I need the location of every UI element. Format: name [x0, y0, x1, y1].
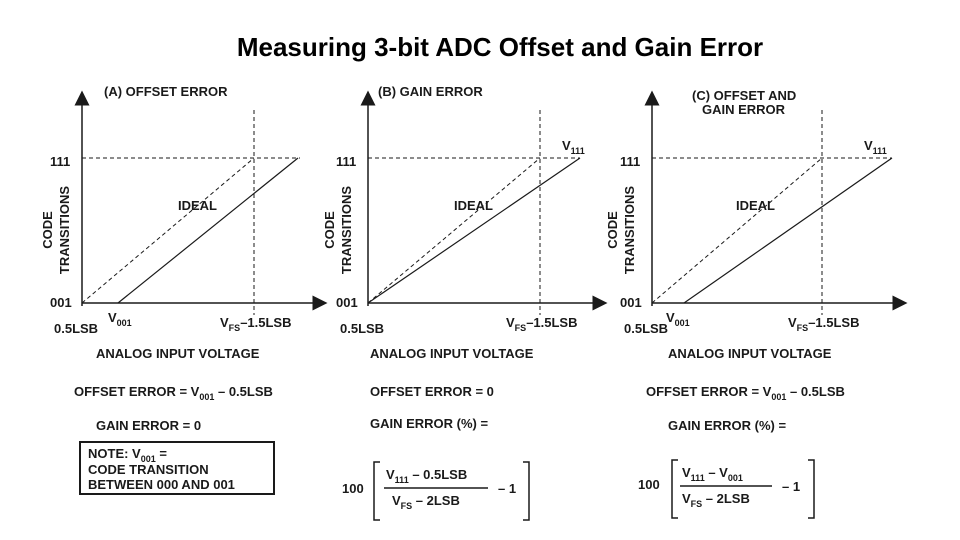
- panel-c-actual-line: [684, 158, 892, 303]
- panel-c-vfs: $V_{FS}-1.5LSB$: [788, 315, 860, 333]
- panel-b-ideal-line: [368, 158, 540, 303]
- panel-b-bracket-right: [523, 462, 529, 520]
- panel-a-note-line1: NOTE: $V_{001}$ =: [88, 446, 167, 464]
- panel-c-heading-1: (C) OFFSET AND: [692, 88, 797, 103]
- panel-b-y-001: 001: [336, 295, 358, 310]
- panel-b-numerator: $V_{111} - 0.5LSB$: [386, 467, 468, 485]
- panel-b-formula2: GAIN ERROR (%) =: [370, 416, 489, 431]
- panel-a-y-111: 111: [50, 154, 71, 169]
- panel-c-numerator: $V_{111} - V_{001}$: [682, 465, 743, 483]
- panel-c-formula1: OFFSET ERROR = $V_{001} - 0.5LSB$: [646, 384, 845, 402]
- panel-b-actual-line: [368, 158, 580, 303]
- panel-c-minus-one: – 1: [782, 479, 801, 494]
- panel-a-formula2: GAIN ERROR = 0: [96, 418, 202, 433]
- slide-title: Measuring 3-bit ADC Offset and Gain Error: [236, 32, 764, 62]
- panel-c-ylabel-1: CODE: [605, 211, 620, 249]
- panel-offset-error: [40, 84, 320, 494]
- panel-a-ylabel-1: CODE: [40, 211, 55, 249]
- panel-b-ylabel-2: TRANSITIONS: [339, 185, 354, 275]
- panel-a-y-001: 001: [50, 295, 72, 310]
- panel-a-vfs: $V_{FS}-1.5LSB$: [220, 315, 292, 333]
- panel-offset-and-gain-error: [605, 88, 900, 518]
- panel-b-bracket-left: [374, 462, 380, 520]
- panel-b-minus-one: – 1: [498, 481, 517, 496]
- panel-c-ideal-line: [652, 158, 822, 303]
- panel-b-ylabel-1: CODE: [322, 211, 337, 249]
- panel-a-ideal-label: IDEAL: [178, 198, 217, 213]
- panel-gain-error: [322, 84, 600, 520]
- panel-c-y-001: 001: [620, 295, 642, 310]
- panel-b-xlabel: ANALOG INPUT VOLTAGE: [370, 346, 534, 361]
- panel-a-v001: $V_{001}$: [108, 310, 132, 328]
- panel-a-note-line3: BETWEEN 000 AND 001: [88, 477, 235, 492]
- panel-c-x-left: 0.5LSB: [624, 321, 669, 336]
- panel-c-v001: $V_{001}$: [666, 310, 690, 328]
- panel-b-factor: 100: [342, 481, 364, 496]
- panel-b-v111: $V_{111}$: [562, 138, 585, 156]
- panel-b-heading: (B) GAIN ERROR: [378, 84, 483, 99]
- panel-a-formula1: OFFSET ERROR = $V_{001} - 0.5LSB$: [74, 384, 273, 402]
- panel-a-ylabel-2: TRANSITIONS: [57, 185, 72, 275]
- panel-c-bracket-right: [808, 460, 814, 518]
- panel-a-note-line2: CODE TRANSITION: [88, 462, 209, 477]
- panel-b-formula1: OFFSET ERROR = 0: [370, 384, 494, 399]
- panel-c-denominator: $V_{FS} - 2LSB$: [682, 491, 750, 509]
- panel-a-xlabel: ANALOG INPUT VOLTAGE: [96, 346, 260, 361]
- panel-c-factor: 100: [638, 477, 660, 492]
- panel-c-ylabel-2: TRANSITIONS: [622, 185, 637, 275]
- panel-a-heading: (A) OFFSET ERROR: [104, 84, 228, 99]
- panel-b-vfs: $V_{FS}-1.5LSB$: [506, 315, 578, 333]
- panel-c-bracket-left: [672, 460, 678, 518]
- panel-b-denominator: $V_{FS} - 2LSB$: [392, 493, 460, 511]
- panel-b-x-left: 0.5LSB: [340, 321, 385, 336]
- panel-c-ideal-label: IDEAL: [736, 198, 775, 213]
- panel-b-ideal-label: IDEAL: [454, 198, 493, 213]
- panel-c-xlabel: ANALOG INPUT VOLTAGE: [668, 346, 832, 361]
- panel-a-actual-line: [118, 158, 298, 303]
- panel-a-ideal-line: [82, 158, 254, 303]
- panel-c-formula2: GAIN ERROR (%) =: [668, 418, 787, 433]
- panel-c-y-111: 111: [620, 154, 641, 169]
- panel-a-x-left: 0.5LSB: [54, 321, 99, 336]
- panel-c-heading-2: GAIN ERROR: [702, 102, 786, 117]
- panel-c-v111: $V_{111}$: [864, 138, 887, 156]
- panel-b-y-111: 111: [336, 154, 357, 169]
